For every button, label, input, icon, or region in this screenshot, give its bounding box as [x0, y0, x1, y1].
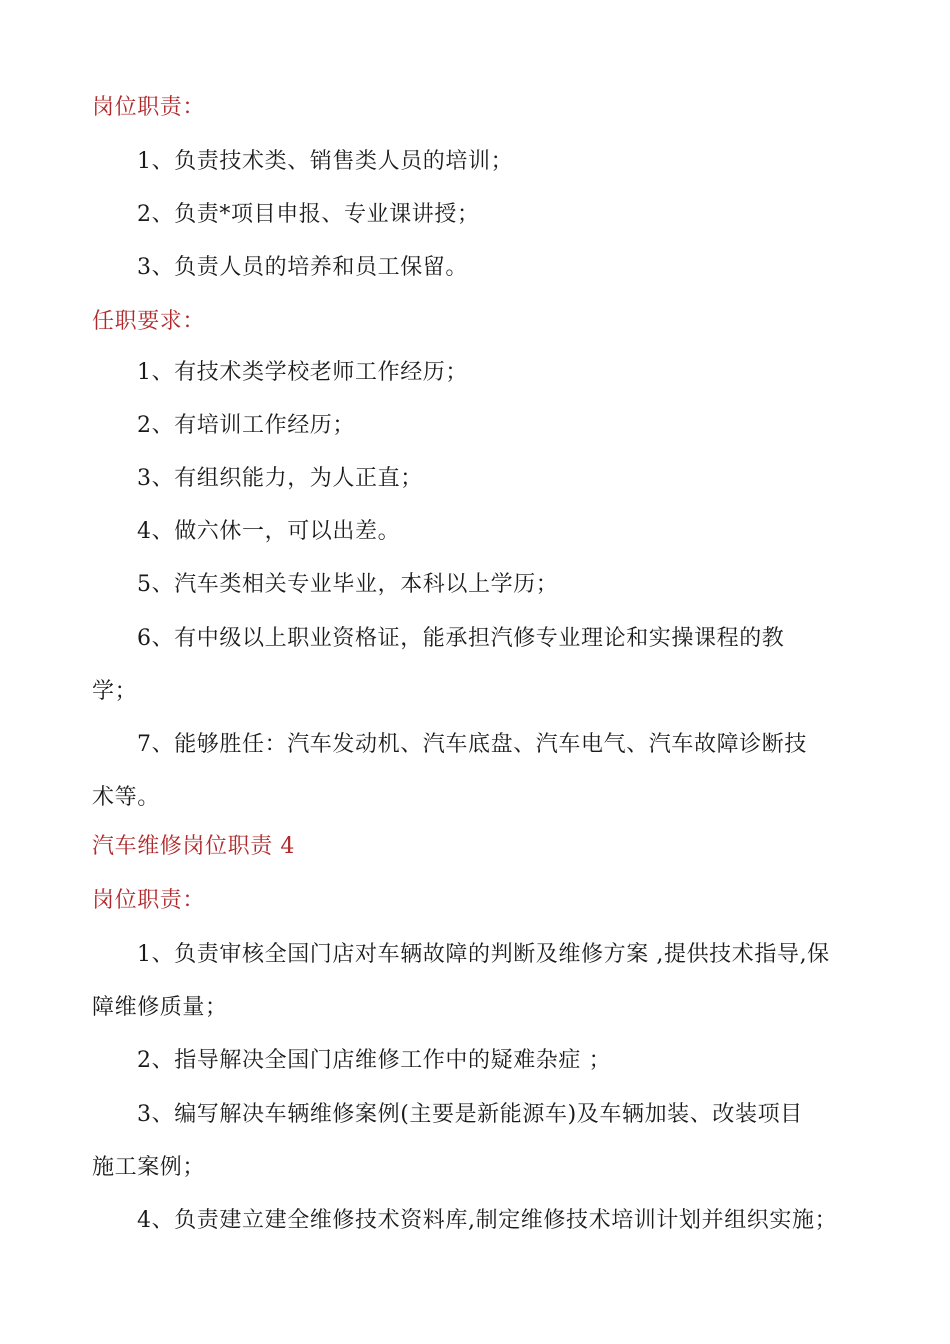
section-title: 汽车维修岗位职责 4 — [92, 834, 295, 859]
requirement-item-1: 1、有技术类学校老师工作经历； — [137, 360, 468, 385]
requirements-heading: 任职要求： — [92, 309, 206, 334]
duty-2-item-1-continued: 障维修质量； — [92, 995, 228, 1020]
duty-item-1: 1、负责技术类、销售类人员的培训； — [137, 149, 514, 174]
requirement-item-2: 2、有培训工作经历； — [137, 413, 355, 438]
duty-item-2: 2、负责*项目申报、专业课讲授； — [137, 202, 480, 227]
duty-2-item-3-continued: 施工案例； — [92, 1155, 206, 1180]
duty-2-item-3: 3、编写解决车辆维修案例(主要是新能源车)及车辆加装、改装项目 — [137, 1102, 803, 1127]
duties-heading-2: 岗位职责： — [92, 888, 206, 913]
requirement-item-6: 6、有中级以上职业资格证，能承担汽修专业理论和实操课程的教 — [137, 626, 785, 651]
duty-2-item-2: 2、指导解决全国门店维修工作中的疑难杂症 ； — [137, 1048, 612, 1073]
requirement-item-4: 4、做六休一，可以出差。 — [137, 519, 401, 544]
duty-2-item-4: 4、负责建立建全维修技术资料库,制定维修技术培训计划并组织实施； — [137, 1208, 838, 1233]
requirement-item-7: 7、能够胜任：汽车发动机、汽车底盘、汽车电气、汽车故障诊断技 — [137, 732, 807, 757]
duties-heading: 岗位职责： — [92, 95, 206, 120]
requirement-item-5: 5、汽车类相关专业毕业，本科以上学历； — [137, 572, 559, 597]
duty-item-3: 3、负责人员的培养和员工保留。 — [137, 255, 468, 280]
requirement-item-7-continued: 术等。 — [92, 785, 160, 810]
duty-2-item-1: 1、负责审核全国门店对车辆故障的判断及维修方案 ,提供技术指导,保 — [137, 942, 830, 967]
requirement-item-6-continued: 学； — [92, 679, 138, 704]
requirement-item-3: 3、有组织能力，为人正直； — [137, 466, 423, 491]
